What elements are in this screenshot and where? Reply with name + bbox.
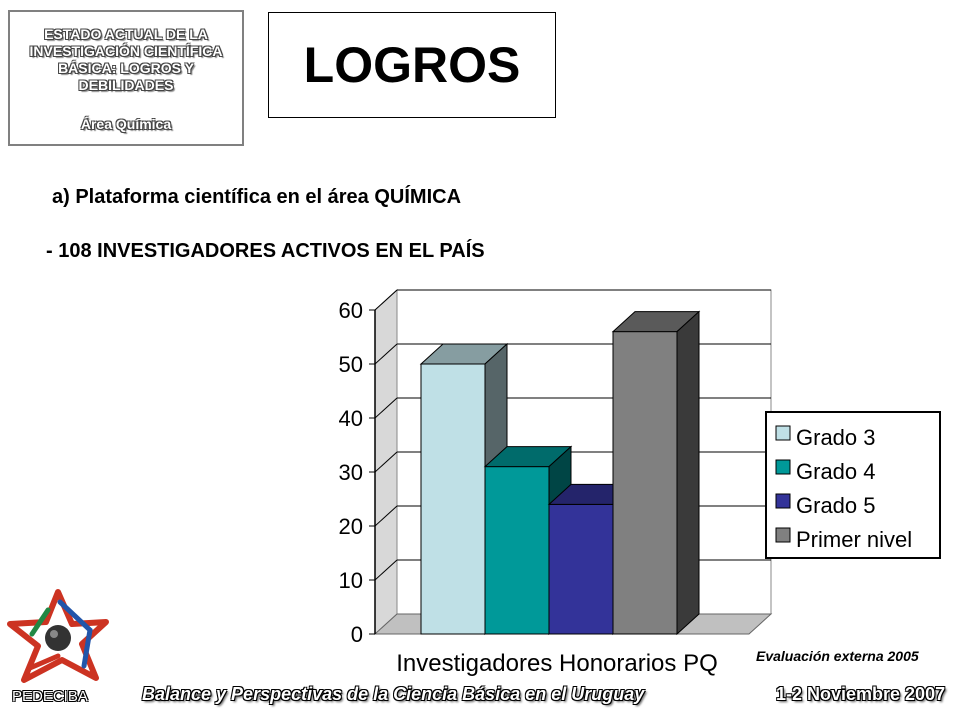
- source-note: Evaluación externa 2005: [756, 648, 919, 664]
- chart-legend: [766, 412, 940, 558]
- y-tick-label: 50: [338, 352, 363, 377]
- chart-ticks: [339, 298, 375, 647]
- bar-front: [421, 364, 485, 634]
- logo-text: PEDECIBA: [12, 688, 88, 705]
- header-box-title: ESTADO ACTUAL DE LA INVESTIGACIÓN CIENTÍFICA BÁSICA: LOGROS Y DEBILIDADES: [29, 26, 223, 93]
- bar-front: [549, 504, 613, 634]
- legend-swatch: [776, 494, 790, 508]
- y-tick-label: 10: [338, 568, 363, 593]
- header-box-subtitle: Área Química: [80, 116, 172, 132]
- y-tick-label: 30: [338, 460, 363, 485]
- bar-side: [677, 312, 699, 634]
- page-title: LOGROS: [268, 12, 556, 118]
- pedeciba-star-icon: [2, 580, 114, 690]
- footer-left-text: Balance y Perspectivas de la Ciencia Básica en el Uruguay: [142, 684, 645, 704]
- bar-front: [485, 467, 549, 634]
- chart-xlabel: Investigadores Honorarios PQ: [396, 650, 718, 677]
- legend-label: Primer nivel: [796, 527, 913, 552]
- y-tick-label: 0: [350, 622, 363, 647]
- legend-label: Grado 5: [796, 493, 876, 518]
- pedeciba-logo: [2, 580, 114, 718]
- legend-swatch: [776, 460, 790, 474]
- legend-swatch: [776, 528, 790, 542]
- footer-date: 1-2 Noviembre 2007: [776, 684, 946, 704]
- legend-swatch: [776, 426, 790, 440]
- bar-front: [613, 332, 677, 634]
- legend-label: Grado 4: [796, 459, 876, 484]
- y-tick-label: 20: [338, 514, 363, 539]
- researchers-count-line: - 108 INVESTIGADORES ACTIVOS EN EL PAÍS: [46, 240, 485, 262]
- y-tick-label: 40: [338, 406, 363, 431]
- legend-label: Grado 3: [796, 425, 876, 450]
- section-heading: a) Plataforma científica en el área QUÍMICA: [52, 186, 462, 208]
- y-tick-label: 60: [338, 298, 363, 323]
- bar-primer-nivel: [613, 312, 699, 634]
